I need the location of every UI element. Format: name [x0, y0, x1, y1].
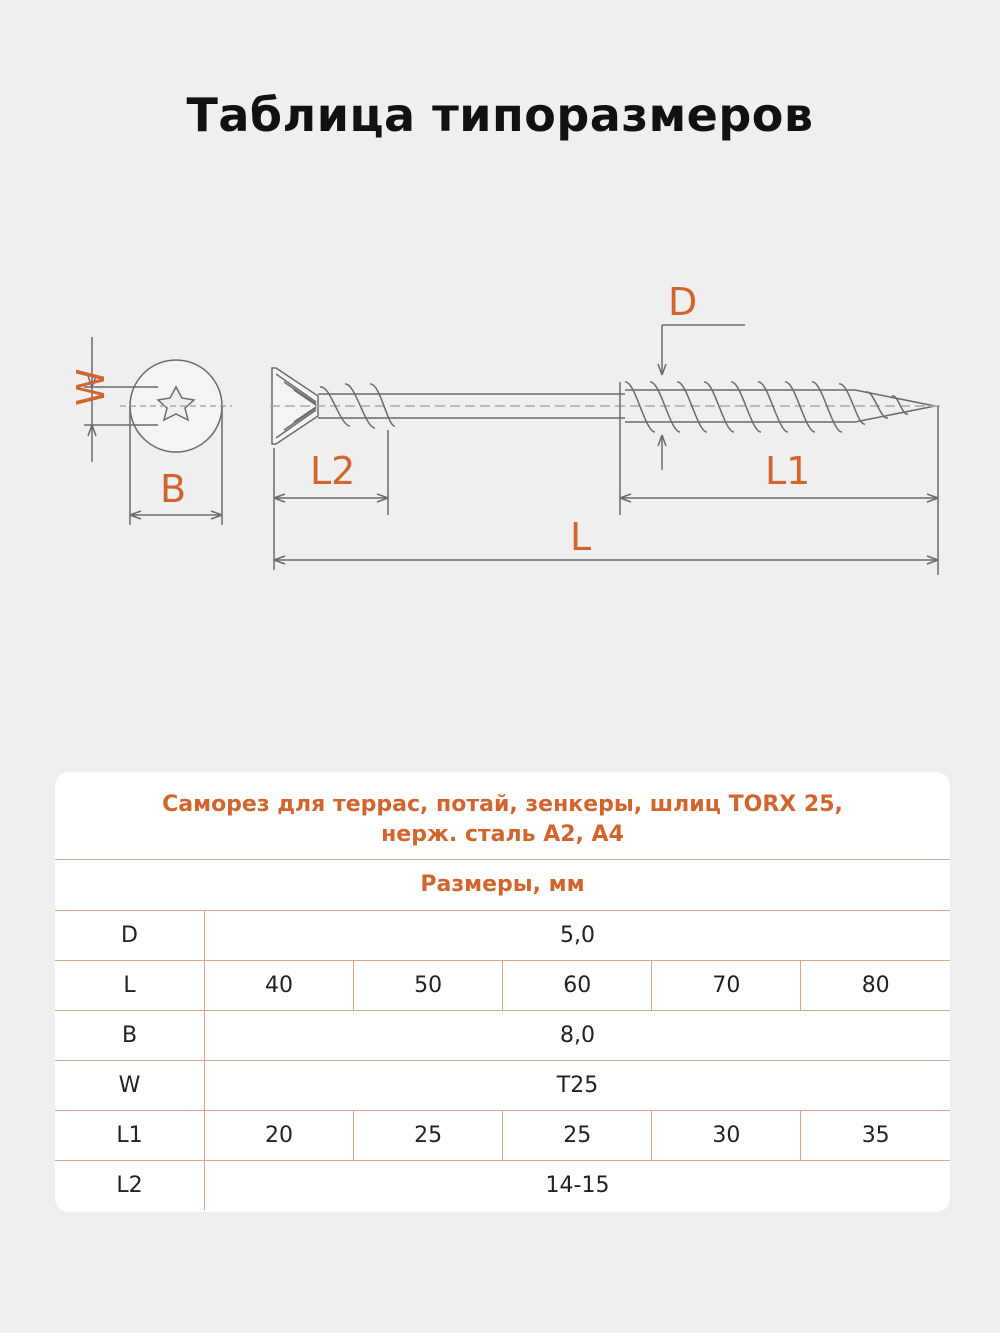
- label-l: L: [570, 515, 592, 559]
- row-value: 25: [503, 1111, 652, 1161]
- row-value: 50: [354, 961, 503, 1011]
- screw-drawing: [0, 270, 1000, 590]
- row-label: L1: [55, 1111, 205, 1161]
- label-l1: L1: [765, 449, 811, 493]
- page-title: Таблица типоразмеров: [186, 88, 814, 142]
- size-table: [55, 911, 950, 1210]
- table-row: [55, 1011, 950, 1061]
- table-row: [55, 1161, 950, 1211]
- row-label: L2: [116, 1173, 143, 1198]
- row-label: W: [55, 1061, 205, 1111]
- screw-head-top-view: [120, 360, 232, 452]
- screw-side-view: [270, 368, 945, 444]
- table-header: [55, 772, 950, 860]
- label-b: B: [160, 467, 187, 511]
- label-l2: L2: [310, 449, 356, 493]
- row-label: B: [55, 1011, 205, 1061]
- row-value: 70: [652, 961, 801, 1011]
- table-subheader: Размеры, мм: [55, 860, 950, 911]
- row-label: L: [55, 961, 205, 1011]
- row-value: 8,0: [205, 1011, 951, 1061]
- l-dimension: [274, 556, 938, 564]
- row-value: 20: [205, 1111, 354, 1161]
- row-value: 14-15: [205, 1161, 951, 1211]
- label-w: W: [69, 368, 113, 406]
- table-row: [55, 1111, 950, 1161]
- row-value: T25: [205, 1061, 951, 1111]
- row-value: 35: [801, 1111, 950, 1161]
- size-table-card: [55, 772, 950, 1212]
- d-dimension: [658, 325, 745, 470]
- row-value: 25: [354, 1111, 503, 1161]
- table-row: [55, 911, 950, 961]
- row-value: 60: [503, 961, 652, 1011]
- row-value: 5,0: [205, 911, 951, 961]
- table-row: [55, 961, 950, 1011]
- row-value: 40: [205, 961, 354, 1011]
- row-label: D: [55, 911, 205, 961]
- row-value: 80: [801, 961, 950, 1011]
- table-header-line1: Саморез для террас, потай, зенкеры, шлиц TORX 25,: [162, 792, 843, 817]
- label-d: D: [668, 280, 698, 324]
- table-header-line2: нерж. сталь А2, А4: [381, 822, 624, 847]
- table-row: [55, 1061, 950, 1111]
- row-value: 30: [652, 1111, 801, 1161]
